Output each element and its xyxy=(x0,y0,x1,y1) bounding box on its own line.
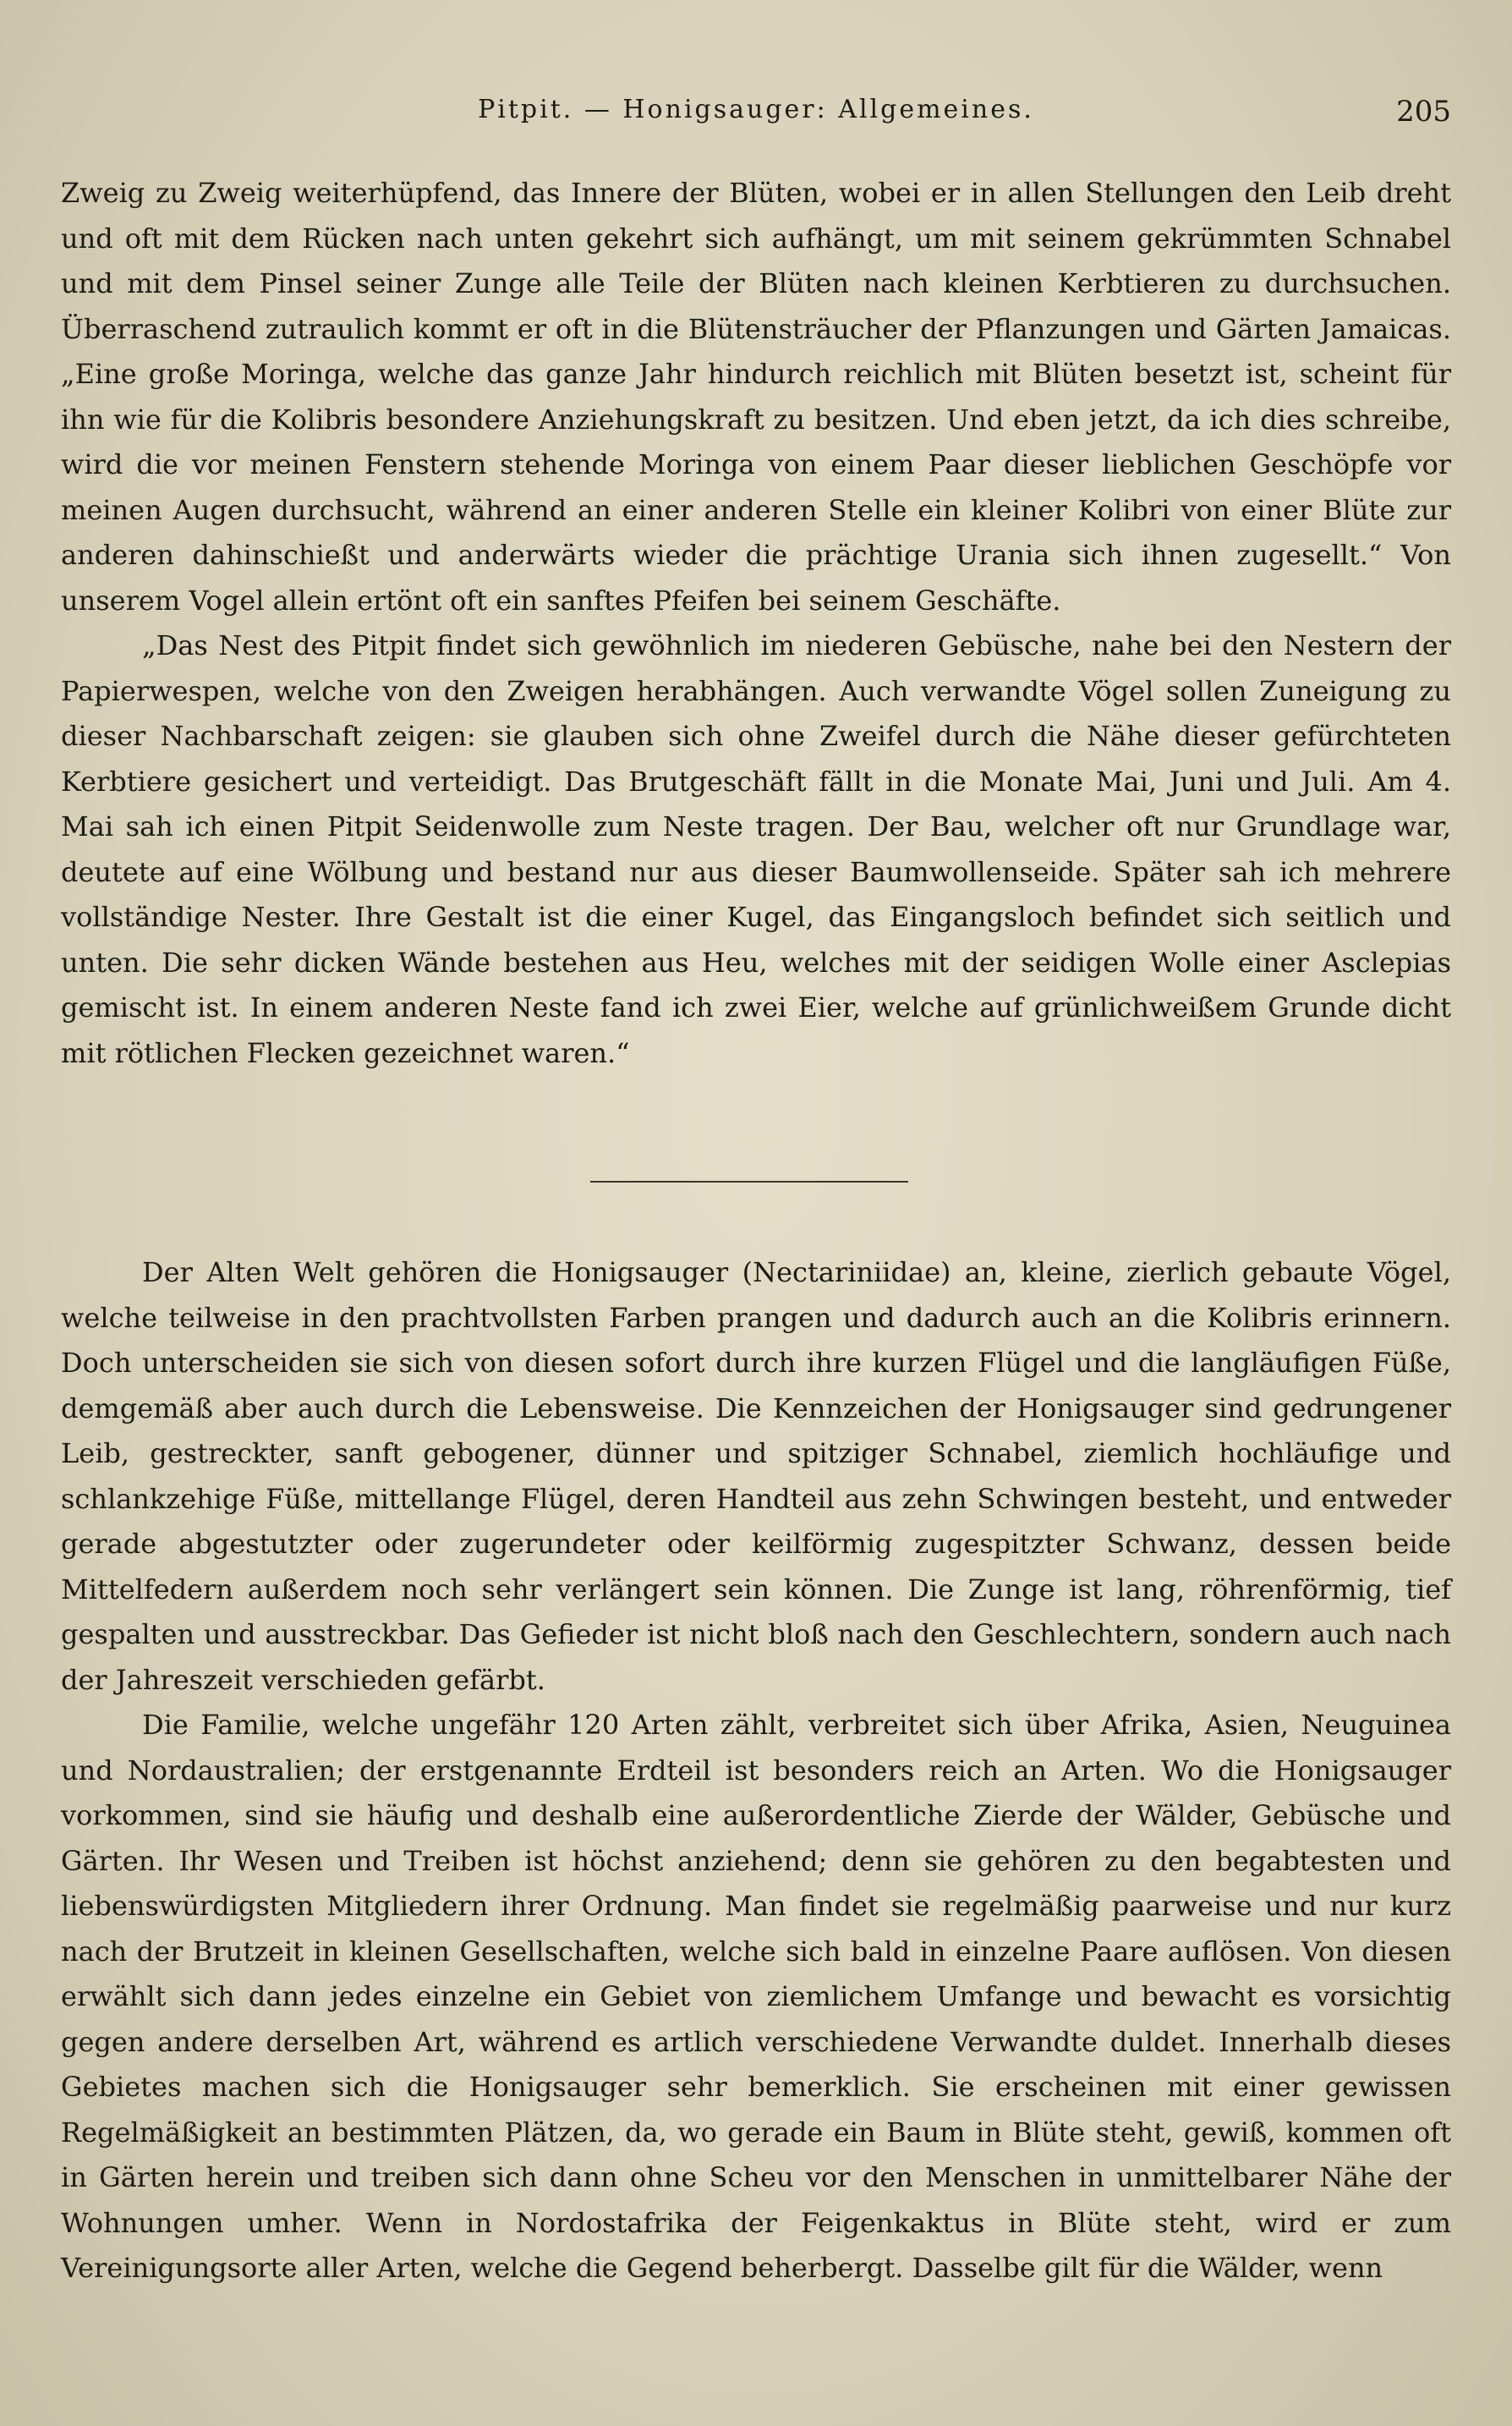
paragraph-honigsauger-family: Die Familie, welche ungefähr 120 Arten zählt, verbreitet sich über Afrika, Asien, Neuguinea und Nordaustralien; der erstgenannte Erdteil ist besonders reich an Arten. Wo die Honigsauger vorkommen, sind sie häufig und deshalb eine außerordentliche Zierde der Wälder, Gebüsche und Gärten. Ihr Wesen und Treiben ist höchst anziehend; denn sie gehören zu den begabtesten und liebenswürdigsten Mitgliedern ihrer Ordnung. Man findet sie regelmäßig paarweise und nur kurz nach der Brutzeit in kleinen Gesellschaften, welche sich bald in einzelne Paare auflösen. Von diesen erwählt sich dann jedes einzelne ein Gebiet von ziemlichem Umfange und bewacht es vorsichtig gegen andere derselben Art, während es artlich verschiedene Verwandte duldet. Innerhalb dieses Gebietes machen sich die Honigsauger sehr bemerklich. Sie erscheinen mit einer gewissen Regelmäßigkeit an bestimmten Plätzen, da, wo gerade ein Baum in Blüte steht, gewiß, kommen oft in Gärten herein und treiben sich dann ohne Scheu vor den Menschen in unmittelbarer Nähe der Wohnungen umher. Wenn in Nordostafrika der Feigenkaktus in Blüte steht, wird er zum Vereinigungsorte aller Arten, welche die Gegend beherbergt. Dasselbe gilt für die Wälder, wenn xyxy=(61,1709,1451,2284)
honigsauger-section xyxy=(61,1250,1451,2292)
pitpit-section xyxy=(61,171,1451,1076)
paragraph-pitpit-nest: „Das Nest des Pitpit findet sich gewöhnlich im niederen Gebüsche, nahe bei den Nestern der Papierwespen, welche von den Zweigen herabhängen. Auch verwandte Vögel sollen Zuneigung zu dieser Nachbarschaft zeigen: sie glauben sich ohne Zweifel durch die Nähe dieser gefürchteten Kerbtiere gesichert und verteidigt. Das Brutgeschäft fällt in die Monate Mai, Juni und Juli. Am 4. Mai sah ich einen Pitpit Seidenwolle zum Neste tragen. Der Bau, welcher oft nur Grundlage war, deutete auf eine Wölbung und bestand nur aus dieser Baumwollenseide. Später sah ich mehrere vollständige Nester. Ihre Gestalt ist die einer Kugel, das Eingangsloch befindet sich seitlich und unten. Die sehr dicken Wände bestehen aus Heu, welches mit der seidigen Wolle einer Asclepias gemischt ist. In einem anderen Neste fand ich zwei Eier, welche auf grünlichweißem Grunde dicht mit rötlichen Flecken gezeichnet waren.“ xyxy=(61,629,1451,1069)
running-head: Pitpit. — Honigsauger: Allgemeines. xyxy=(478,95,1034,124)
page-header xyxy=(61,95,1451,145)
section-divider xyxy=(590,1181,908,1183)
paragraph-pitpit-behavior: Zweig zu Zweig weiterhüpfend, das Innere der Blüten, wobei er in allen Stellungen den Leib dreht und oft mit dem Rücken nach unten gekehrt sich aufhängt, um mit seinem gekrümmten Schnabel und mit dem Pinsel seiner Zunge alle Teile der Blüten nach kleinen Kerbtieren zu durchsuchen. Überraschend zutraulich kommt er oft in die Blütensträucher der Pflanzungen und Gärten Jamaicas. „Eine große Moringa, welche das ganze Jahr hindurch reichlich mit Blüten besetzt ist, scheint für ihn wie für die Kolibris besondere Anziehungskraft zu besitzen. Und eben jetzt, da ich dies schreibe, wird die vor meinen Fenstern stehende Moringa von einem Paar dieser lieblichen Geschöpfe vor meinen Augen durchsucht, während an einer anderen Stelle ein kleiner Kolibri von einer Blüte zur anderen dahinschießt und anderwärts wieder die prächtige Urania sich ihnen zugesellt.“ Von unserem Vogel allein ertönt oft ein sanftes Pfeifen bei seinem Geschäfte. xyxy=(61,177,1451,617)
page-number: 205 xyxy=(1396,95,1451,129)
paragraph-honigsauger-intro: Der Alten Welt gehören die Honigsauger (Nectariniidae) an, kleine, zierlich gebaute Vögel, welche teilweise in den prachtvollsten Farben prangen und dadurch auch an die Kolibris erinnern. Doch unterscheiden sie sich von diesen sofort durch ihre kurzen Flügel und die langläufigen Füße, demgemäß aber auch durch die Lebensweise. Die Kennzeichen der Honigsauger sind gedrungener Leib, gestreckter, sanft gebogener, dünner und spitziger Schnabel, ziemlich hochläufige und schlankzehige Füße, mittellange Flügel, deren Handteil aus zehn Schwingen besteht, und entweder gerade abgestutzter oder zugerundeter oder keilförmig zugespitzter Schwanz, dessen beide Mittelfedern außerdem noch sehr verlängert sein können. Die Zunge ist lang, röhrenförmig, tief gespalten und ausstreckbar. Das Gefieder ist nicht bloß nach den Geschlechtern, sondern auch nach der Jahreszeit verschieden gefärbt. xyxy=(61,1256,1451,1696)
